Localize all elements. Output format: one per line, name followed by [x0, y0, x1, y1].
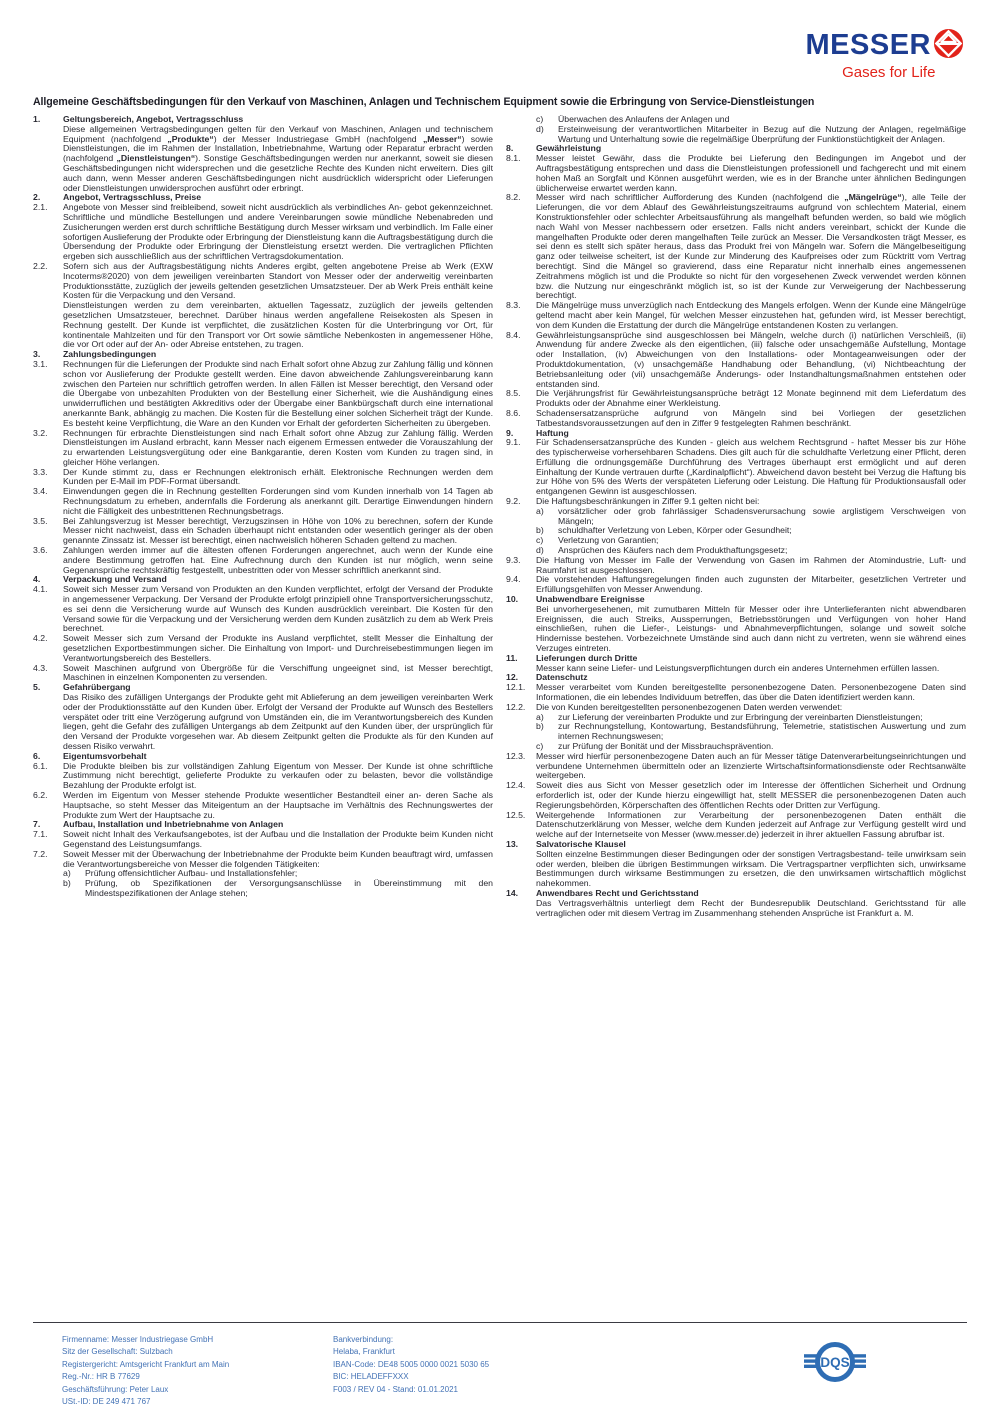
terms-paragraph: [33, 360, 493, 429]
terms-paragraph: [33, 125, 493, 194]
terms-paragraph: [506, 331, 966, 390]
messer-wordmark: MESSER: [805, 29, 931, 61]
clause-number: [33, 125, 63, 194]
clause-number: 12.2.: [506, 701, 526, 712]
clause-number: 8.5.: [506, 388, 521, 399]
terms-paragraph: [506, 556, 966, 576]
clause-number: 3.1.: [33, 358, 48, 369]
clause-text: Messer verarbeitet vom Kunden bereitgestellte personenbezogene Daten. Personenbezogene Daten sind Informationen, die ein lebendes Individuum betreffen, das über die Daten identifiziert werden kann.: [536, 682, 966, 703]
clause-text: Ersteinweisung der verantwortlichen Mitarbeiter in Bezug auf die Nutzung der Anlagen, regelmäßige Wartung und Unterhaltung sowie die regelmäßige Überprüfung der Funktionstüchtigkeit der Anlagen.: [558, 123, 966, 144]
section-heading-text: Verpackung und Versand: [63, 574, 167, 585]
clause-number: 2.: [33, 192, 41, 203]
clause-number: 9.4.: [506, 574, 521, 585]
clause-number: c): [536, 741, 544, 751]
clause-text: Der Kunde stimmt zu, dass er Rechnungen elektronisch erhält. Elektronische Rechnungen werden dem Kunden per E-Mail im PDF-Format übersandt.: [63, 466, 493, 487]
clause-text: Prüfung offensichtlicher Aufbau- und Installationsfehler;: [85, 868, 298, 879]
clause-number: 4.: [33, 574, 41, 585]
section-heading-text: Geltungsbereich, Angebot, Vertragsschluss: [63, 115, 244, 124]
terms-paragraph: [506, 850, 966, 889]
clause-number: 12.: [506, 672, 519, 683]
clause-number: c): [536, 115, 544, 124]
footer-company-info: [62, 1334, 229, 1408]
clause-number: 1.: [33, 115, 41, 124]
terms-paragraph: [506, 811, 966, 840]
terms-paragraph: [33, 762, 493, 791]
terms-paragraph: [33, 791, 493, 820]
clause-text: zur Prüfung der Bonität und der Missbrauchsprävention.: [558, 741, 774, 751]
clause-text: Einwendungen gegen die in Rechnung gestellten Forderungen sind vom Kunden innerhalb von 14 Tagen ab Rechnungsdatum zu erheben, andernfalls die Forderung als anerkannt gilt. Derartige Einwendungen hindern nicht die Fälligkeit des unbestrittenen Rechnungsbetrags.: [63, 486, 493, 516]
terms-column-right: [506, 115, 966, 1315]
clause-text: Messer kann seine Liefer- und Leistungsverpflichtungen durch ein anderes Unternehmen erfüllen lassen.: [536, 662, 940, 673]
footer-line-management: Geschäftsführung: Peter Laux: [62, 1384, 169, 1394]
clause-number: 8.1.: [506, 153, 521, 164]
messer-tagline: Gases for Life: [842, 64, 936, 81]
clause-number: 6.: [33, 750, 41, 761]
clause-text: Soweit Maschinen aufgrund von Übergröße für die Verschiffung ungeeignet sind, ist Messer berechtigt, Maschinen in einzelnen Komponenten zu versenden.: [63, 662, 493, 683]
terms-paragraph: [33, 301, 493, 350]
terms-paragraph: [33, 546, 493, 575]
footer-divider: [33, 1322, 967, 1323]
messer-logo: [806, 30, 964, 81]
terms-paragraph: [33, 830, 493, 850]
terms-paragraph: [33, 664, 493, 684]
clause-number: 3.5.: [33, 515, 48, 526]
terms-paragraph: [33, 468, 493, 488]
clause-text: Die Haftung von Messer im Falle der Verwendung von Gasen im Rahmen der Atomindustrie, Luft- und Raumfahrt ist ausgeschlossen.: [536, 554, 966, 575]
clause-number: 8.4.: [506, 329, 521, 340]
section-heading-text: Anwendbares Recht und Gerichtsstand: [536, 887, 699, 898]
section-heading-text: Datenschutz: [536, 672, 588, 683]
section-heading-text: Zahlungsbedingungen: [63, 349, 157, 360]
clause-number: 9.2.: [506, 496, 521, 507]
clause-number: 3.6.: [33, 545, 48, 556]
clause-number: 4.3.: [33, 662, 48, 673]
terms-paragraph: [506, 781, 966, 810]
terms-paragraph: [33, 585, 493, 634]
clause-number: a): [536, 505, 544, 516]
clause-number: [506, 605, 536, 654]
clause-text: Messer wird hierfür personenbezogene Daten auch an für Messer tätige Datenverarbeitungseinrichtungen und verbundene Unternehmen übermitteln oder an lizenzierte Wirtschaftsinformationsdienste oder Rechtsanwälte weitergeben.: [536, 750, 966, 781]
clause-number: 3.4.: [33, 486, 48, 497]
clause-number: a): [63, 868, 71, 879]
clause-text: Gewährleistungsansprüche sind ausgeschlossen bei Mängeln, welche durch (i) natürlichen Verschleiß, (ii) Anwendung für andere Zwecke als den eigentlichen, (iii) falsche oder unsachgemäße Aufstellung, Montage oder Installation, (iv) Abweichungen von den Installations- oder Montageanweisungen oder der Produktdokumentation, (v) unsachgemäße Handhabung oder Behandlung, (vi) Nichtbeachtung der Betriebsanleitung oder (vii) unsachgemäße Änderungs- oder Instandhaltungsmaßnahmen entstehen oder entstanden sind.: [536, 329, 966, 389]
clause-number: 4.2.: [33, 633, 48, 644]
clause-number: 7.2.: [33, 848, 48, 859]
sub-clause: [536, 125, 966, 145]
terms-paragraph: [506, 899, 966, 919]
terms-paragraph: [506, 409, 966, 429]
terms-paragraph: [506, 438, 966, 497]
terms-paragraph: [33, 634, 493, 663]
terms-paragraph: [506, 193, 966, 301]
clause-text: Die Verjährungsfrist für Gewährleistungsansprüche beträgt 12 Monate beginnend mit dem Lieferdatum des Produkts oder der Abnahme einer Werkleistung.: [536, 388, 966, 409]
clause-text: Soweit Messer sich zum Versand der Produkte ins Ausland verpflichtet, stellt Messer die Einhaltung der gesetzlichen Exportbestimmungen sicher. Die Einhaltung von Import- und Durchreisebestimmungen liegen im Verantwortungsbereich des Bestellers.: [63, 633, 493, 663]
terms-paragraph: [33, 429, 493, 468]
clause-number: b): [536, 721, 544, 732]
clause-text: Schadensersatzansprüche aufgrund von Mängeln sind bei Vorliegen der gesetzlichen Tatbestandsvoraussetzungen auf den in Ziffer 9 festgelegten Rahmen beschränkt.: [536, 407, 966, 428]
clause-number: 6.1.: [33, 760, 48, 771]
clause-number: [33, 693, 63, 752]
section-heading-text: Eigentumsvorbehalt: [63, 750, 147, 761]
clause-text: Rechnungen für die Lieferungen der Produkte sind nach Erhalt sofort ohne Abzug zur Zahlung fällig und können schon vor Auslieferung der Produkte gestellt werden. Eine davon abweichende Zahlungsvereinbarung kann zwischen den Parteien nur schriftlich getroffen werden. In allen Fällen ist Messer berechtigt, den Versand oder die Übergabe von unbezahlten Produkten von der Bestellung einer Sicherheit, wie die Aushändigung eines unwiderruflichen und bestätigten Akkreditivs oder der Übergabe einer Bankbürgschaft durch eine international anerkannte Bank, abhängig zu machen. Die Kosten für die Bestellung einer solchen Sicherheit trägt der Kunde. Es besteht keine Verpflichtung, die Ware an den Kunden vor Erhalt der geforderten Sicherheiten zu übergeben.: [63, 358, 493, 428]
footer-line-vat-id: USt.-ID: DE 249 471 767: [62, 1397, 151, 1407]
terms-paragraph: [33, 262, 493, 301]
clause-text: Das Vertragsverhältnis unterliegt dem Recht der Bundesrepublik Deutschland. Gerichtsstand für alle vertraglichen oder mit diesem Vertrag im Zusammenhang stehenden Ansprüche ist Frankfurt a. M.: [536, 897, 966, 918]
clause-text: zur Lieferung der vereinbarten Produkte und zur Erbringung der vereinbarten Dienstleistungen;: [558, 711, 923, 722]
clause-text: Die Mängelrüge muss unverzüglich nach Entdeckung des Mangels erfolgen. Wenn der Kunde eine Mängelrüge geltend macht aber kein Mangel, für welchen Messer einzustehen hat, gefunden wird, ist Messer berechtigt, von dem Kunden die Erstattung der durch die Mängelrüge entstandenen Kosten zu verlangen.: [536, 300, 966, 330]
clause-number: d): [536, 545, 544, 556]
clause-text: Messer wird nach schriftlicher Aufforderung des Kunden (nachfolgend die „Mängelrüge“), alle Teile der Lieferungen, die vor dem Ablauf des Gewährleistungszeitraums aufgrund von schlechtem Material, einem Konstruktionsfehler oder schlechter Arbeitsausführung als mangelhaft befunden werden, so bald wie möglich nach Wahl von Messer nachbessern oder ersetzen. Falls nicht anders vereinbart, schickt der Kunde die mangelhaften Produkte oder deren mangelhaften Teile zurück an Messer. Die Versandkosten trägt Messer, es sei denn es stellt sich später heraus, dass das Produkt frei von Mängeln war. Sofern die Mängelbeseitigung ganz oder teilweise scheitert, ist der Kunde zur Minderung des Kaufpreises oder zum Rücktritt vom Vertrag berechtigt. Sind die Mängel so gravierend, dass eine Reparatur nicht innerhalb eines angemessenen Zeitrahmens möglich ist und die Produkte so nicht für den vorgesehenen Zweck verwendet werden können bzw. die Nutzung nur eingeschränkt möglich ist, so ist der Kunde zur Verweigerung der Nachbesserung berechtigt.: [536, 192, 966, 301]
terms-paragraph: [33, 850, 493, 870]
section-heading-text: Gefahrübergang: [63, 682, 131, 693]
section-heading-text: Aufbau, Installation und Inbetriebnahme von Anlagen: [63, 819, 284, 830]
section-heading-text: Lieferungen durch Dritte: [536, 652, 638, 663]
footer-line-iban: IBAN-Code: DE48 5005 0000 0021 5030 65: [333, 1359, 490, 1369]
clause-text: Verletzung von Garantien;: [558, 535, 659, 546]
clause-number: 14.: [506, 887, 519, 898]
section-heading-text: Angebot, Vertragsschluss, Preise: [63, 192, 202, 203]
clause-text: Sollten einzelne Bestimmungen dieser Bedingungen oder der sonstigen Vertragsbestand- teile unwirksam sein oder werden, bleiben die übrigen Bestimmungen wirksam. Die Vertragspartner verpflichten sich, unwirksame Bestimmungen durch wirksame Bestimmungen zu ersetzen, die den unwirksamen wirtschaftlich möglichst nahekommen.: [536, 848, 966, 889]
sub-clause: [536, 722, 966, 742]
clause-number: 8.: [506, 143, 514, 154]
terms-paragraph: [506, 154, 966, 193]
clause-number: 7.: [33, 819, 41, 830]
clause-text: Die vorstehenden Haftungsregelungen finden auch zugunsten der Mitarbeiter, gesetzlichen Vertreter und Erfüllungsgehilfen von Messer Anwendung.: [536, 574, 966, 595]
footer-line-register-number: Reg.-Nr.: HR B 77629: [62, 1372, 140, 1382]
clause-number: a): [536, 711, 544, 722]
clause-number: 12.4.: [506, 780, 526, 791]
clause-number: 2.2.: [33, 260, 48, 271]
clause-text: Die von Kunden bereitgestellten personenbezogenen Daten werden verwendet:: [536, 701, 843, 712]
clause-text: zur Rechnungstellung, Kontowartung, Bestandsführung, Telemetrie, statistischen Auswertung und zum internen Rechnungswesen;: [558, 721, 966, 742]
clause-number: 13.: [506, 838, 519, 849]
terms-paragraph: [506, 575, 966, 595]
clause-text: Werden im Eigentum von Messer stehende Produkte wesentlicher Bestandteil einer an- deren Sache als Hauptsache, so steht Messer das Miteigentum an der Hauptsache im Verhältnis des Rechnungswertes der Produkte zum Wert der Hauptsache zu.: [63, 789, 493, 820]
clause-number: 9.3.: [506, 554, 521, 565]
clause-number: 7.1.: [33, 829, 48, 840]
footer-line-bank-label: Bankverbindung:: [333, 1335, 394, 1344]
dqs-certification-icon: [803, 1336, 867, 1397]
clause-number: 2.1.: [33, 202, 48, 213]
clause-text: Die Haftungsbeschränkungen in Ziffer 9.1 gelten nicht bei:: [536, 496, 760, 507]
clause-number: 8.2.: [506, 192, 521, 203]
clause-text: Angebote von Messer sind freibleibend, soweit nicht ausdrücklich als verbindliches An- gebot gekennzeichnet. Schriftliche und mündliche Bestellungen und andere Vereinbarungen sowie mündliche Nebenabreden und Zusicherungen werden erst durch schriftliche Bestätigung durch Messer wirksam und verbindlich. Im Falle einer sofortigen Auslieferung der Produkte oder Erbringung der Dienstleistung kann die Auftragsbestätigung durch die Übersendung der Produkte oder Erbringung der Dienstleistung ersetzt werden. Die vertraglichen Pflichten ergeben sich ausschließlich aus der schriftlichen Vertragsdokumentation.: [63, 202, 493, 262]
terms-column-left: [33, 115, 493, 1315]
clause-text: schuldhafter Verletzung von Leben, Körper oder Gesundheit;: [558, 525, 792, 536]
clause-number: 8.6.: [506, 407, 521, 418]
clause-text: Die Produkte bleiben bis zur vollständigen Zahlung Eigentum von Messer. Der Kunde ist ohne schriftliche Zustimmung nicht berechtigt, gelieferte Produkte zu verkaufen oder zu belasten, bevor die vollständige Bezahlung der Produkte erfolgt ist.: [63, 760, 493, 791]
clause-text: Zahlungen werden immer auf die ältesten offenen Forderungen angerechnet, auch wenn der Kunde eine andere Bestimmung getroffen hat. Eine Aufrechnung durch den Kunden ist nur möglich, wenn seine Gegenansprüche rechtskräftig festgestellt, unbestritten oder von Messer schriftlich anerkannt sind.: [63, 545, 493, 575]
terms-paragraph: [506, 752, 966, 781]
sub-clause: [536, 507, 966, 527]
sub-clause: [63, 879, 493, 899]
terms-paragraph: [506, 301, 966, 330]
footer-line-company-name: Firmenname: Messer Industriegase GmbH: [62, 1335, 214, 1344]
clause-number: 9.: [506, 427, 514, 438]
clause-number: 12.5.: [506, 809, 526, 820]
terms-paragraph: [33, 693, 493, 752]
footer-line-revision: F003 / REV 04 - Stand: 01.01.2021: [333, 1384, 458, 1394]
terms-paragraph: [33, 487, 493, 516]
terms-paragraph: [506, 605, 966, 654]
clause-number: 8.3.: [506, 300, 521, 311]
clause-number: 3.3.: [33, 466, 48, 477]
clause-text: Für Schadensersatzansprüche des Kunden - gleich aus welchem Rechtsgrund - haftet Messer bis zur Höhe des typischerweise vorhersehbaren Schadens. Dies gilt auch für die schuldhafte Verletzung einer Pflicht, deren Erfüllung die ordnungsgemäße Durchführung des Vertrages überhaupt erst ermöglicht und auf deren Einhaltung der Kunde vertrauen durfte („Kardinalpflicht“). Abweichend davon besteht bei Verzug die Haftung bis zur Höhe von 5% des Werts der verspäteten Lieferung oder Leistung. Die Haftung für Produktionsausfall oder entgangenen Gewinn ist ausgeschlossen.: [536, 437, 966, 497]
clause-text: Diese allgemeinen Vertragsbedingungen gelten für den Verkauf von Maschinen, Anlagen und technischem Equipment (nachfolgend „Produkte“) der Messer Industriegase GmbH (nachfolgend „Messer“) sowie Dienstleistungen, die im Rahmen der Installation, Inbetriebnahme, Wartung oder Reparatur erbracht werden (nachfolgend „Dienstleistungen“). Sonstige Geschäftsbedingungen werden nur anerkannt, soweit sie diesen Geschäftsbedingungen nicht widersprechen und die gesetzliche Rechte des Kunden nicht erweitern. Dies gilt auch dann, wenn Messer anderen Geschäftsbedingungen nicht ausdrücklich widerspricht oder Lieferungen oder Dienstleistungen unwidersprochen ausführt oder erbringt.: [63, 123, 493, 193]
clause-text: Prüfung, ob Spezifikationen der Versorgungsanschlüsse in Übereinstimmung mit den Mindestspezifikationen der Anlage stehen;: [85, 878, 493, 898]
clause-text: Überwachen des Anlaufens der Anlagen und: [558, 115, 730, 124]
clause-number: 6.2.: [33, 789, 48, 800]
clause-text: Messer leistet Gewähr, dass die Produkte bei Lieferung den Bedingungen im Angebot und der Auftragsbestätigung entsprechen und dass die Dienstleistungen professionell und fachgerecht und mit einem hohen Maß an Sorgfalt und Können ausgeführt werden, wie es in der Branche unter ähnlichen Bedingungen üblicherweise erwartet werden kann.: [536, 153, 966, 193]
footer-line-bic: BIC: HELADEFFXXX: [333, 1372, 409, 1382]
clause-text: Soweit sich Messer zum Versand von Produkten an den Kunden verpflichtet, erfolgt der Versand der Produkte in angemessener Verpackung. Der Versand der Produkte erfolgt prinzipiell ohne Transportversicherungsschutz, es sei denn die Versicherung wurde auf Wunsch des Kunden ausdrücklich vereinbart. Die Kosten für den Versand sowie für die Verpackung und der Versicherung werden dem Kunden zusätzlich zu dem ab Werk Preis berechnet.: [63, 584, 493, 634]
page-title: Allgemeine Geschäftsbedingungen für den Verkauf von Maschinen, Anlagen und Technischem Equipment sowie die Erbringung von Service-Dienstleistungen: [33, 96, 815, 108]
footer-line-bank-name: Helaba, Frankfurt: [333, 1347, 395, 1357]
clause-text: Ansprüchen des Käufers nach dem Produkthaftungsgesetz;: [558, 545, 788, 556]
clause-number: b): [63, 878, 71, 889]
terms-paragraph: [506, 683, 966, 703]
clause-text: Das Risiko des zufälligen Untergangs der Produkte geht mit Ablieferung an dem jeweiligen vereinbarten Werk oder der Produktionsstätte auf den Kunden über. Erfolgt der Versand der Produkte auf Wunsch des Bestellers verspätet oder tritt eine Verzögerung aufgrund von Umständen ein, die im Verantwortungsbereich des Kunden liegen, geht die Gefahr des zufälligen Untergangs ab dem Zeitpunkt auf den Kunden über, der ursprünglich für den Versand der Produkte vorgesehen war. Ab diesem Zeitpunkt gelten die Produkte als für den Kunden auf dessen Risiko verwahrt.: [63, 692, 493, 751]
section-heading-text: Unabwendbare Ereignisse: [536, 594, 645, 605]
clause-number: 4.1.: [33, 584, 48, 595]
messer-diamond-icon: [933, 28, 964, 64]
clause-number: 10.: [506, 594, 519, 605]
terms-paragraph: [506, 389, 966, 409]
clause-number: b): [536, 525, 544, 536]
clause-text: Sofern sich aus der Auftragsbestätigung nichts Anderes ergibt, gelten angebotene Preise ab Werk (EXW Incoterms®2020) von dem jeweiligen vereinbarten Standort von Messer oder der anderweitig vereinbarten Produktionsstätte, zuzüglich der jeweils geltenden gesetzlichen Umsatzsteuer. Der ab Werk Preis enthält keine Kosten für die Verpackung und den Versand.: [63, 260, 493, 301]
clause-text: Bei Zahlungsverzug ist Messer berechtigt, Verzugszinsen in Höhe von 10% zu berechnen, sofern der Kunde Messer nicht nachweist, dass ein Schaden überhaupt nicht entstanden oder wesentlich geringer als der oben genannte Zinssatz ist. Messer ist berechtigt, einen nachweislich höheren Schaden geltend zu machen.: [63, 515, 493, 546]
svg-text:DQS: DQS: [820, 1355, 850, 1370]
clause-number: [33, 301, 63, 350]
clause-text: Soweit nicht Inhalt des Verkaufsangebotes, ist der Aufbau und die Installation der Produkte beim Kunden nicht Gegenstand des Leistungsumfangs.: [63, 829, 493, 849]
clause-number: 3.: [33, 349, 41, 360]
footer-bank-info: [333, 1334, 489, 1396]
clause-number: [506, 850, 536, 889]
clause-text: Soweit dies aus Sicht von Messer gesetzlich oder im Interesse der öffentlichen Sicherheit und Ordnung erforderlich ist, oder der Kunde hierzu eingewilligt hat, stellt MESSER die personenbezogenen Daten auch Regierungsbehörden, Körperschaften des öffentlichen Rechts oder Dritten zur Verfügung.: [536, 780, 966, 810]
terms-paragraph: [33, 517, 493, 546]
clause-number: 12.3.: [506, 750, 526, 761]
clause-text: vorsätzlicher oder grob fahrlässiger Schadensverursachung sowie arglistigem Verschweigen von Mängeln;: [558, 505, 966, 526]
terms-paragraph: [33, 203, 493, 262]
clause-number: d): [536, 123, 544, 134]
footer-line-register-court: Registergericht: Amtsgericht Frankfurt am Main: [62, 1359, 230, 1369]
terms-body: [33, 115, 967, 1315]
clause-number: 12.1.: [506, 682, 526, 693]
clause-number: 3.2.: [33, 427, 48, 438]
clause-text: Dienstleistungen werden zu dem vereinbarten, aktuellen Tagessatz, zuzüglich der jeweils geltenden gesetzlichen Umsatzsteuer, berechnet. Darüber hinaus werden angefallene Reisekosten als Spesen in Rechnung gestellt. Der Kunde ist verpflichtet, die zusätzlichen Kosten für die Unterbringung vor Ort, für kontinentale Mahlzeiten und für den Transport vor Ort sowie sämtliche Nebenkosten in angemessener Höhe, die vor Ort oder auf der An- oder Abreise entstehen, zu tragen.: [63, 300, 493, 350]
section-heading-text: Salvatorische Klausel: [536, 838, 626, 849]
clause-text: Weitergehende Informationen zur Verarbeitung der personenbezogenen Daten enthält die Datenschutzerklärung von Messer, welche dem Kunden jederzeit auf Anfrage zur Verfügung gestellt wird und welche auf der Internetseite von Messer (www.messer.de) jederzeit in ihrer aktuellen Fassung abrufbar ist.: [536, 809, 966, 840]
clause-text: Soweit Messer mit der Überwachung der Inbetriebnahme der Produkte beim Kunden beauftragt wird, umfassen die Verantwortungsbereiche von Messer die folgenden Tätigkeiten:: [63, 848, 493, 869]
clause-number: 11.: [506, 652, 518, 663]
clause-text: Rechnungen für erbrachte Dienstleistungen sind nach Erhalt sofort ohne Abzug zur Zahlung fällig. Werden Dienstleistungen im Ausland erbracht, kann Messer nach eigenem Ermessen entweder die Vorauszahlung der zu erwartenden Leistungsvergütung oder eine Bankgarantie, deren Kosten vom Kunden zu tragen sind, in gleicher Höhe verlangen.: [63, 427, 493, 467]
clause-text: Bei unvorhergesehenen, mit zumutbaren Mitteln für Messer oder ihre Unterlieferanten nicht abwendbaren Ereignissen, die auch Streiks, Aussperrungen, Betriebsstörungen und Verfügungen von hoher Hand einschließen, ruhen die Liefer-, Leistungs- und Abnahmeverpflichtungen, solange und soweit solche Hindernisse bestehen. Vorbezeichnete Umstände sind auch dann nicht zu vertreten, wenn sie während eines Verzuges eintreten.: [536, 603, 966, 654]
section-heading-text: Gewährleistung: [536, 143, 602, 154]
clause-number: 5.: [33, 682, 41, 693]
clause-number: 9.1.: [506, 437, 521, 448]
footer-line-company-seat: Sitz der Gesellschaft: Sulzbach: [62, 1347, 173, 1357]
clause-number: [506, 899, 536, 919]
clause-number: c): [536, 535, 544, 546]
section-heading-text: Haftung: [536, 427, 569, 438]
